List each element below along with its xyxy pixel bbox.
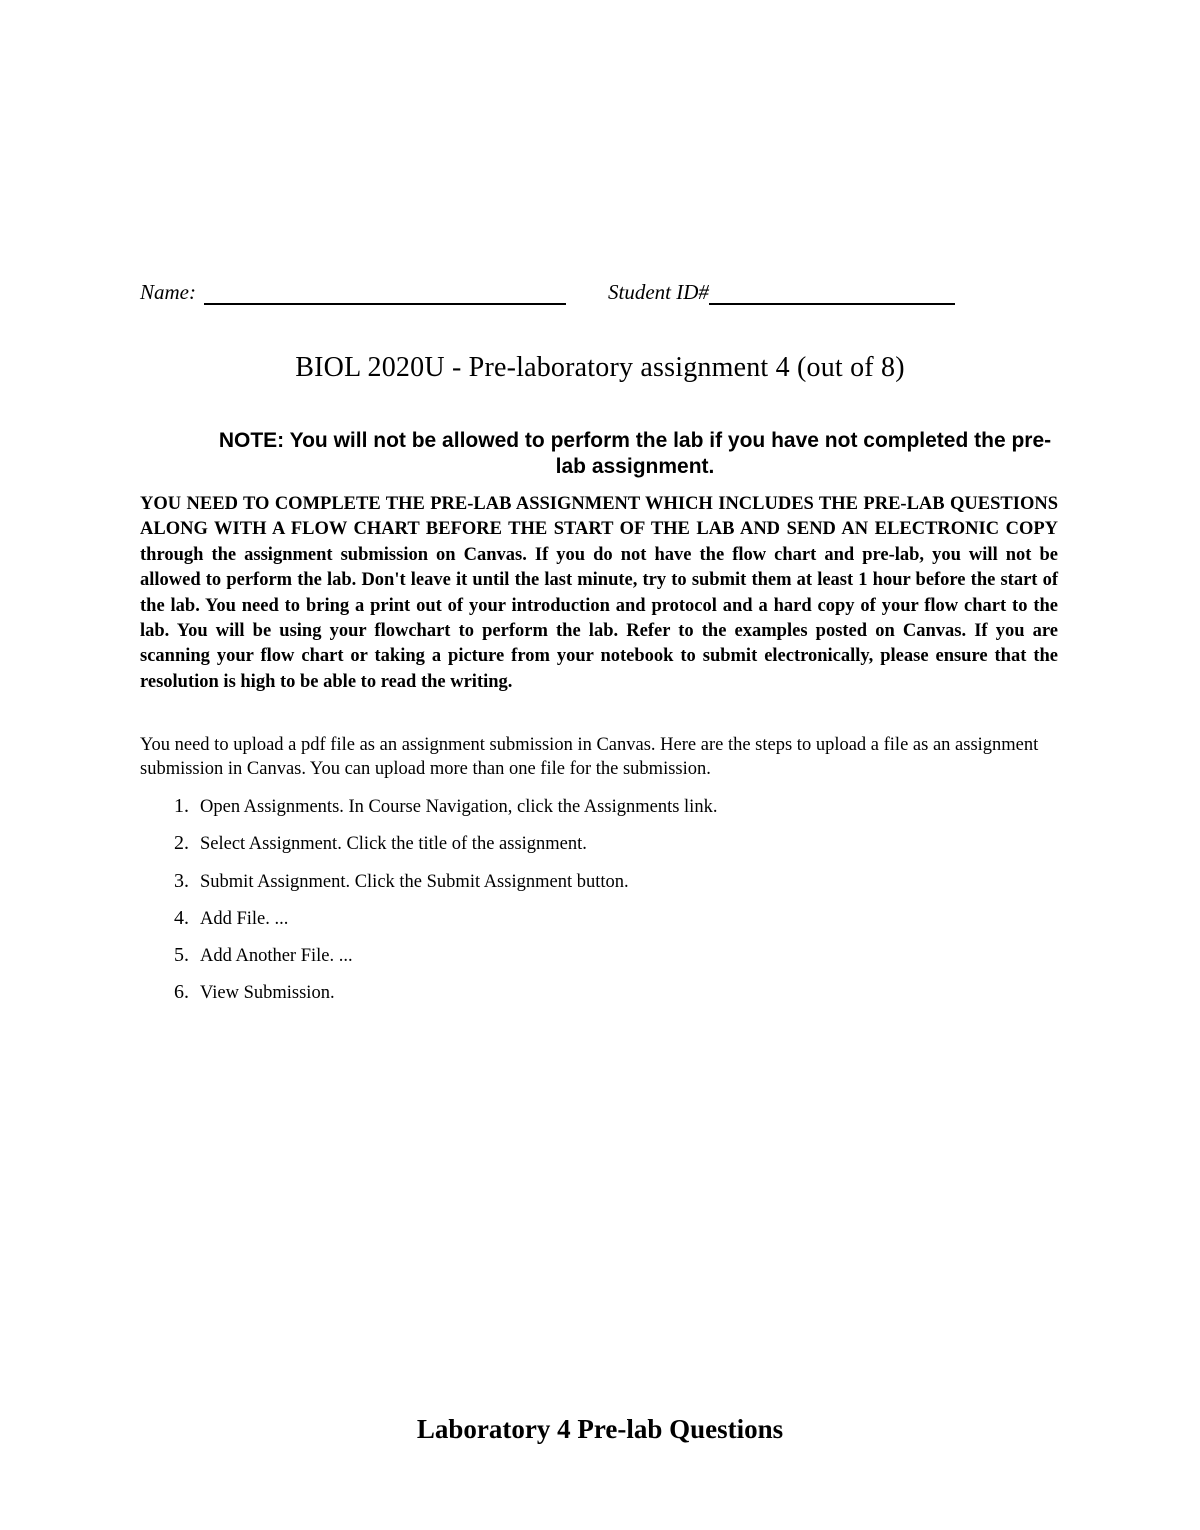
step-number: 2. <box>174 832 189 855</box>
step-text: Add File. ... <box>200 908 289 929</box>
step-text: Submit Assignment. Click the Submit Assignment button. <box>200 871 629 892</box>
name-id-row <box>140 280 1000 305</box>
lab-questions-heading: Laboratory 4 Pre-lab Questions <box>416 1414 784 1444</box>
step-number: 3. <box>174 869 189 892</box>
student-id-label: Student ID# <box>608 280 709 304</box>
step-number: 1. <box>174 795 189 817</box>
note-warning: NOTE: You will not be allowed to perform the lab if you have not completed the pre-lab assignment. <box>218 429 1052 478</box>
step-item <box>174 831 717 868</box>
step-number: 6. <box>174 981 189 1004</box>
step-text: View Submission. <box>200 983 335 1004</box>
step-item <box>174 980 717 1017</box>
step-item <box>174 869 717 906</box>
upload-instructions: You need to upload a pdf file as an assignment submission in Canvas. Here are the steps to upload a file as an assignment submission in Canvas. You can upload more than one file for the submission. <box>140 735 1039 779</box>
step-text: Select Assignment. Click the title of the assignment. <box>200 834 587 855</box>
assignment-title: BIOL 2020U - Pre-laboratory assignment 4 (out of 8) <box>295 352 905 383</box>
name-label: Name: <box>140 280 196 304</box>
step-item <box>174 943 717 980</box>
step-number: 4. <box>174 906 189 929</box>
name-blank-line <box>204 283 566 305</box>
step-text: Add Another File. ... <box>200 946 353 967</box>
student-id-blank-line <box>709 283 955 305</box>
step-number: 5. <box>174 944 189 967</box>
upload-steps-list <box>174 794 717 1018</box>
step-item <box>174 794 717 831</box>
step-item <box>174 906 717 943</box>
pre-lab-instructions: YOU NEED TO COMPLETE THE PRE-LAB ASSIGNMENT WHICH INCLUDES THE PRE-LAB QUESTIONS ALONG WITH A FLOW CHART BEFORE THE START OF THE LAB AND SEND AN ELECTRONIC COPY through the assignment submission on Canvas. If you do not have the flow chart and pre-lab, you will not be allowed to perform the lab. Don't leave it until the last minute, try to submit them at least 1 hour before the start of the lab. You need to bring a print out of your introduction and protocol and a hard copy of your flow chart to the lab. You will be using your flowchart to perform the lab. Refer to the examples posted on Canvas. If you are scanning your flow chart or taking a picture from your notebook to submit electronically, please ensure that the resolution is high to be able to read the writing. <box>140 494 1058 692</box>
step-text: Open Assignments. In Course Navigation, click the Assignments link. <box>200 797 718 817</box>
